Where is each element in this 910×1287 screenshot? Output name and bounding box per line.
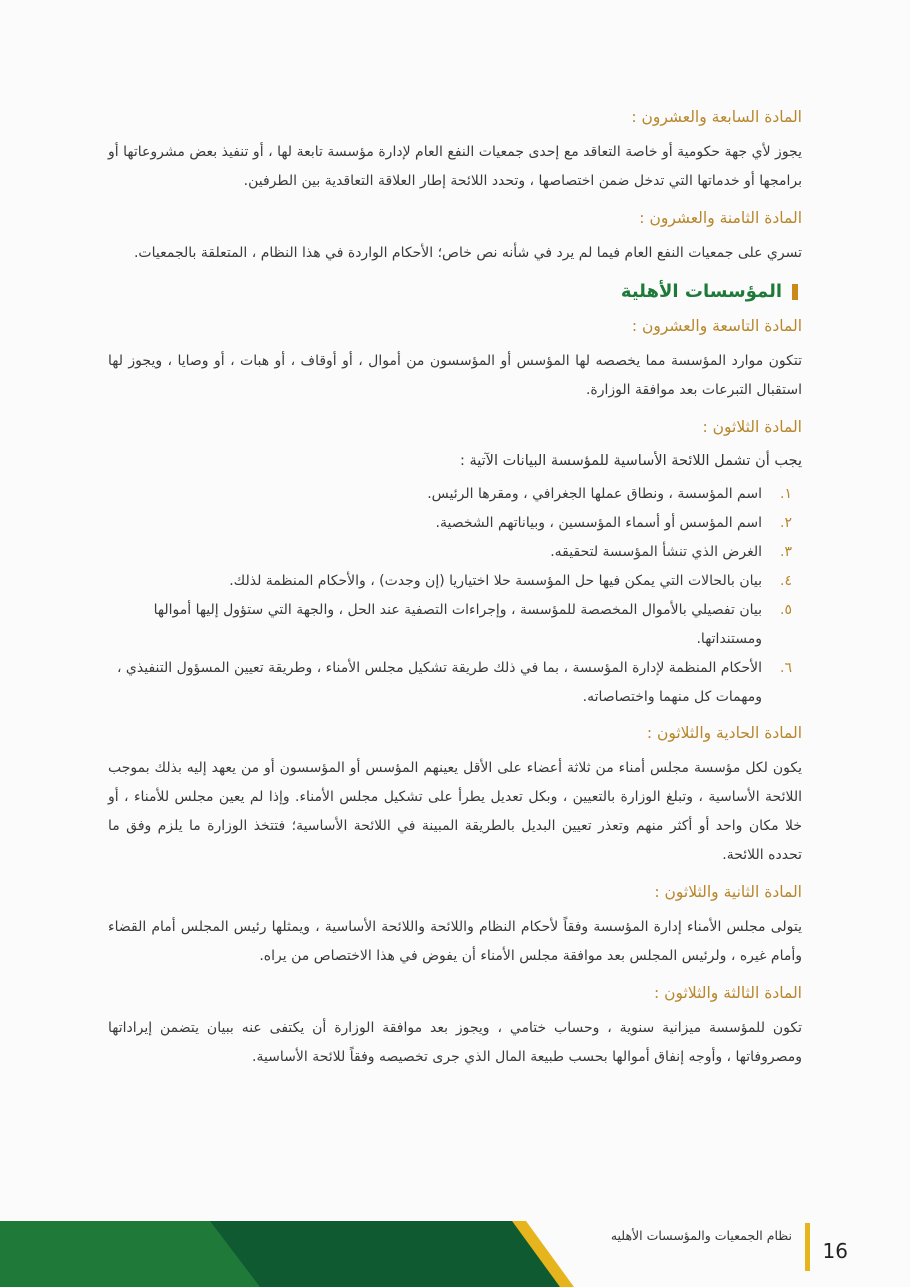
page-number: 16 bbox=[822, 1239, 848, 1263]
article-30-list bbox=[108, 480, 802, 712]
article-33-heading: المادة الثالثة والثلاثون : bbox=[653, 984, 802, 1002]
list-item-text: الغرض الذي تنشأ المؤسسة لتحقيقه. bbox=[550, 544, 762, 560]
footer-divider bbox=[805, 1223, 810, 1271]
list-item-text: بيان بالحالات التي يمكن فيها حل المؤسسة حلا اختياريا (إن وجدت) ، والأحكام المنظمة لذلك. bbox=[229, 573, 762, 589]
article-30-intro: يجب أن تشمل اللائحة الأساسية للمؤسسة البيانات الآتية : bbox=[460, 453, 802, 469]
article-31-heading: المادة الحادية والثلاثون : bbox=[646, 724, 802, 742]
list-item bbox=[108, 567, 802, 596]
footer-title: نظام الجمعيات والمؤسسات الأهليه bbox=[610, 1228, 792, 1243]
list-item-text: اسم المؤسس أو أسماء المؤسسين ، وبياناتهم الشخصية. bbox=[435, 515, 762, 531]
footer-dark-band bbox=[210, 1221, 568, 1287]
list-item-text: اسم المؤسسة ، ونطاق عملها الجغرافي ، ومقرها الرئيس. bbox=[427, 486, 762, 502]
list-item bbox=[108, 596, 802, 654]
article-29-heading: المادة التاسعة والعشرون : bbox=[631, 317, 802, 335]
list-item-text: بيان تفصيلي بالأموال المخصصة للمؤسسة ، وإجراءات التصفية عند الحل ، والجهة التي ستؤول إليها أموالها ومستنداتها. bbox=[153, 602, 762, 647]
article-27-heading: المادة السابعة والعشرون : bbox=[631, 108, 802, 126]
list-item-number: ٦. bbox=[780, 660, 792, 676]
list-item-number: ٣. bbox=[780, 544, 792, 560]
section-title bbox=[108, 277, 802, 307]
list-item-number: ٤. bbox=[780, 573, 792, 589]
article-31-body: يكون لكل مؤسسة مجلس أمناء من ثلاثة أعضاء على الأقل يعينهم المؤسس أو المؤسسون أو من يعهد إليه بذلك بموجب اللائحة الأساسية ، وتبلغ الوزارة بالتعيين ، وبكل تعديل يطرأ على تشكيل مجلس الأمناء. وإذا لم يعين مجلس للأمناء ، أو خلا مكان واحد أو أكثر منهم وتعذر تعيين البديل بالطريقة المبينة في اللائحة الأساسية؛ فتتخذ الوزارة ما يلزم وفق ما تحدده اللائحة. bbox=[108, 760, 802, 863]
list-item bbox=[108, 509, 802, 538]
list-item-number: ١. bbox=[780, 486, 792, 502]
article-29-body: تتكون موارد المؤسسة مما يخصصه لها المؤسس أو المؤسسون من أموال ، أو أوقاف ، أو هبات ، أو وصايا ، ويجوز لها استقبال التبرعات بعد موافقة الوزارة. bbox=[108, 353, 802, 398]
article-32-body: يتولى مجلس الأمناء إدارة المؤسسة وفقاً لأحكام النظام واللائحة واللائحة الأساسية ، ويمثلها رئيس المجلس أمام القضاء وأمام غيره ، ولرئيس المجلس بعد موافقة مجلس الأمناء أن يفوض في هذا الاختصاص من يراه. bbox=[108, 919, 802, 964]
article-28-heading: المادة الثامنة والعشرون : bbox=[639, 209, 802, 227]
section-title-text: المؤسسات الأهلية bbox=[620, 281, 782, 302]
section-marker bbox=[792, 284, 798, 300]
document-body bbox=[108, 104, 802, 1081]
article-33-body: تكون للمؤسسة ميزانية سنوية ، وحساب ختامي ، ويجوز بعد موافقة الوزارة أن يكتفى عنه ببيان يتضمن إيراداتها ومصروفاتها ، وأوجه إنفاق أموالها بحسب طبيعة المال الذي جرى تخصيصه وفقاً للائحة الأساسية. bbox=[108, 1020, 802, 1065]
list-item bbox=[108, 654, 802, 712]
article-27-body: يجوز لأي جهة حكومية أو خاصة التعاقد مع إحدى جمعيات النفع العام لإدارة مؤسسة تابعة لها ، أو تنفيذ بعض مشروعاتها أو برامجها أو خدماتها التي تدخل ضمن اختصاصها ، وتحدد اللائحة إطار العلاقة التعاقدية بين الطرفين. bbox=[108, 144, 802, 189]
list-item-text: الأحكام المنظمة لإدارة المؤسسة ، بما في ذلك طريقة تشكيل مجلس الأمناء ، وطريقة تعيين المسؤول التنفيذي ، ومهمات كل منهما واختصاصاته. bbox=[116, 660, 762, 705]
article-32-heading: المادة الثانية والثلاثون : bbox=[654, 883, 802, 901]
list-item bbox=[108, 480, 802, 509]
list-item-number: ٢. bbox=[780, 515, 792, 531]
list-item bbox=[108, 538, 802, 567]
page-footer bbox=[0, 1221, 910, 1287]
article-28-body: تسري على جمعيات النفع العام فيما لم يرد في شأنه نص خاص؛ الأحكام الواردة في هذا النظام ، المتعلقة بالجمعيات. bbox=[133, 245, 802, 261]
list-item-number: ٥. bbox=[780, 602, 792, 618]
article-30-heading: المادة الثلاثون : bbox=[702, 418, 802, 436]
